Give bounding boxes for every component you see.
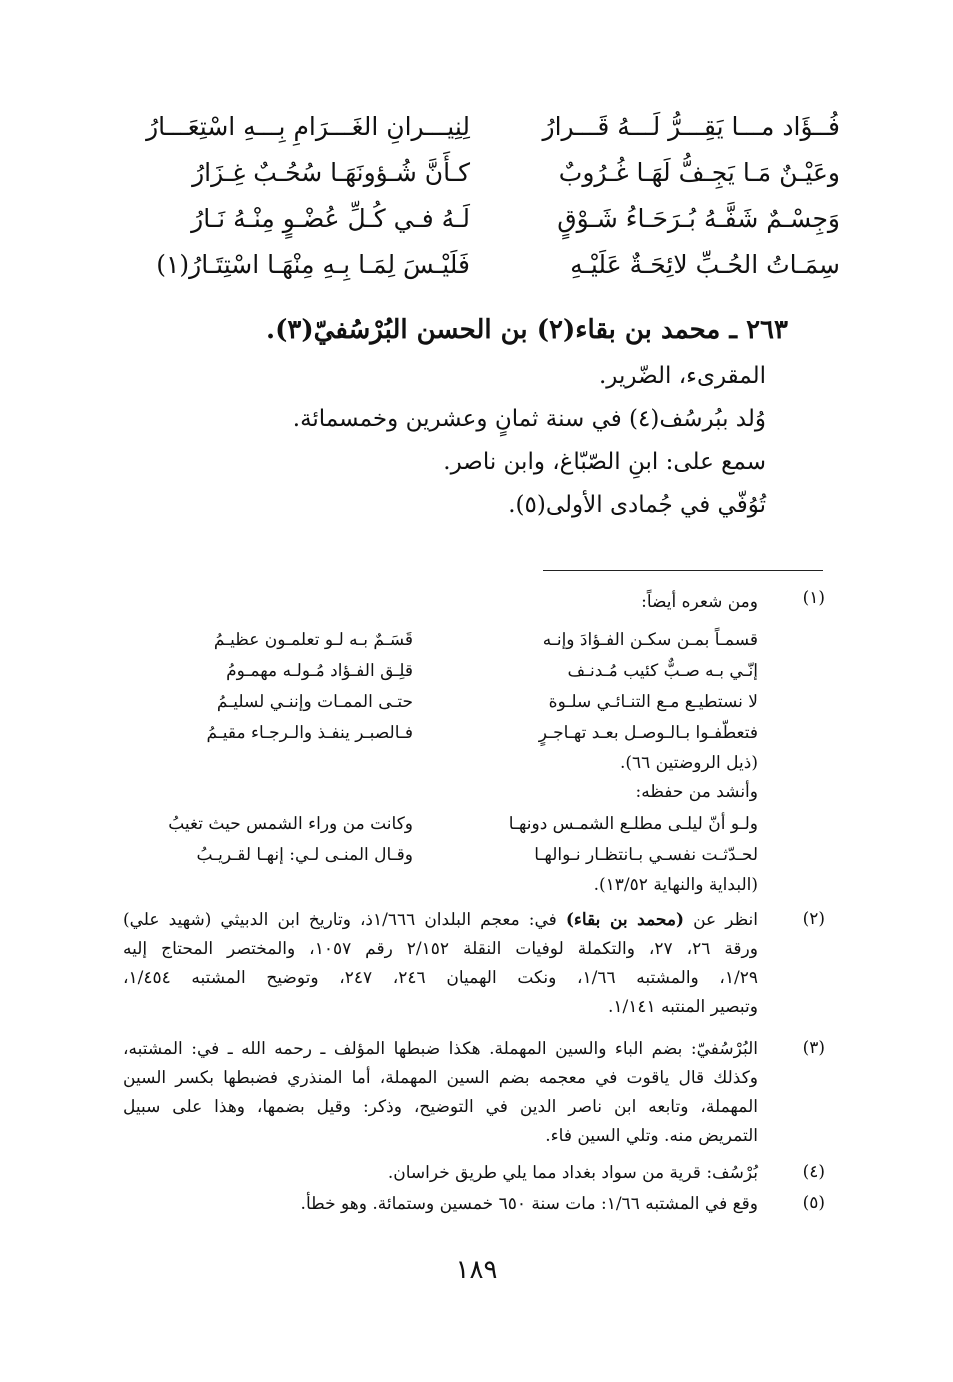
footnote-line: بُرْسُف: قرية من سواد بغداد مما يلي طريق خراسان. bbox=[387, 1163, 758, 1183]
poem-hemistich-right: سِمَـاتُ الحُـبِّ لائِحَـةٌ عَلَيْـهِ bbox=[570, 250, 840, 279]
footnote-line: وقع في المشتبه ١/٦٦: مات سنة ٦٥٠ خمسين وستمائة. وهو خطأ. bbox=[300, 1194, 758, 1214]
footnote-number: (٣) bbox=[802, 1038, 825, 1058]
verse-left: وكانت من وراء الشمس حيث تغيبُ bbox=[168, 814, 413, 834]
entry-title: ٢٦٣ ـ محمد بن بقاء(٢) بن الحسن البُرْسُفيّ(٣). bbox=[266, 315, 788, 345]
page-number: ١٨٩ bbox=[455, 1255, 498, 1285]
footnote-5 bbox=[123, 1190, 823, 1219]
verse-right: فتعطّفـوا بـالـوصـل بعـد تهـاجـرٍ bbox=[538, 723, 758, 743]
verse-right: لا نستطيـع مـع التنـائـي سلـوة bbox=[548, 692, 758, 712]
verse-left: فـالصبـر ينفـذ والـرجـاء مقيـمُ bbox=[206, 723, 413, 743]
verse-right: قسمـاً بمـن سكـن الفـؤادَ وإنـه bbox=[542, 630, 758, 650]
footnote-verse bbox=[123, 840, 823, 871]
footnote-line: وكذلك قال ياقوت في معجمه بضم السين المهملة، أما المنذري فضبطها بكسر السين bbox=[123, 1068, 758, 1088]
poem-verse bbox=[120, 112, 840, 158]
poem-verse bbox=[120, 204, 840, 250]
footnote-verse bbox=[123, 718, 823, 749]
footnote-poem bbox=[123, 625, 823, 749]
verse-left: حتـى الممـات وإننـي لسليـمُ bbox=[216, 692, 413, 712]
poem-verse bbox=[120, 158, 840, 204]
footnote-line: ١/٢٩، والمشتبه ١/٦٦، ونكت الهميان ٢٤٦، ٢٤٧، وتوضيح المشتبه ١/٤٥٤، bbox=[123, 968, 759, 988]
footnote-2 bbox=[123, 906, 823, 1022]
footnote-divider bbox=[543, 570, 823, 571]
poem-hemistich-right: وَجِسْـمٌ شَفَّـهُ بُـرَحَـاءُ شَـوْقٍ bbox=[557, 204, 840, 233]
poem-hemistich-left: لَـهُ فـي كُـلِّ عُضْـوٍ مِنْـهُ نَـارُ bbox=[191, 204, 470, 233]
footnote-line: المهملة، وتابعه ابن ناصر الدين في التوضيح، وذكر: وقيل بضمها، وهذا على سبيل bbox=[123, 1097, 758, 1117]
footnote-verse bbox=[123, 656, 823, 687]
footnote-number: (٢) bbox=[802, 909, 825, 929]
verse-left: وقـال المنـى لـي: إنهـا لقـريـبُ bbox=[196, 845, 413, 865]
footnote-intro: وأنشد من حفظه: bbox=[635, 782, 758, 802]
poem-hemistich-left: فَلَيْـسَ لِمَـا بِـهِ مِنْهَـا اسْتِتَـارُ(١) bbox=[156, 250, 470, 279]
poem-hemistich-left: كـأَنَّ شُـؤونَهَـا سُحُـبٌ غِـزَارُ bbox=[192, 158, 470, 187]
verse-right: لحـدّثـت نفسـي بـانتظـار نـوالهـا bbox=[534, 845, 758, 865]
footnote-1 bbox=[123, 588, 823, 900]
footnote-line: التمريض منه. وتلي السين فاء. bbox=[545, 1126, 758, 1146]
footnote-line: انظر عن (محمد بن بقاء) في: معجم البلدان ١/٦٦٦ذ، وتاريخ ابن الدبيثي (شهيد علي) bbox=[123, 910, 759, 930]
verse-right: ولـو أنّ ليلـى مطلـع الشمـس دونهـا bbox=[508, 814, 758, 834]
verse-left: قَسَـمٌ بـه لـو تعلمـون عظيـمُ bbox=[213, 630, 413, 650]
footnote-number: (٥) bbox=[802, 1193, 825, 1213]
entry-line: تُوُفّي في جُمادى الأولى(٥). bbox=[508, 492, 766, 518]
entry-line: سمع على: ابنِ الصّبّاغ، وابن ناصر. bbox=[443, 449, 766, 475]
poem-hemistich-right: فُــؤَاد مـــا يَقِـــرُّ لَـــهُ قَـــرارُ bbox=[542, 112, 840, 141]
footnote-poem bbox=[123, 809, 823, 871]
footnote-number: (٤) bbox=[802, 1162, 825, 1182]
footnote-line: ورقة ٢٦، ٢٧، والتكملة لوفيات النقلة ٢/١٥٢ رقم ١٠٥٧، والمختصر المحتاج إليه bbox=[123, 939, 758, 959]
footnote-3 bbox=[123, 1035, 823, 1151]
footnote-intro: ومن شعره أيضاً: bbox=[641, 592, 758, 612]
footnote-verse bbox=[123, 625, 823, 656]
footnote-number: (١) bbox=[802, 588, 825, 608]
entry-line: المقرىء، الضّرير. bbox=[598, 363, 766, 389]
footnote-source: (ذيل الروضتين ٦٦). bbox=[619, 753, 758, 773]
footnote-verse bbox=[123, 687, 823, 718]
entry-line: وُلد ببُرسُف(٤) في سنة ثمانٍ وعشرين وخمسمائة. bbox=[292, 406, 766, 432]
biography-entry bbox=[148, 305, 788, 527]
footnote-verse bbox=[123, 809, 823, 840]
verse-right: إنّـي بـه صـبٌّ كئيب مُـدنـف bbox=[567, 661, 758, 681]
footnote-4 bbox=[123, 1159, 823, 1188]
footnote-line: البُرْسُفيّ: بضم الباء والسين المهملة. هكذا ضبطها المؤلف ـ رحمه الله ـ في: المشتبه، bbox=[123, 1039, 758, 1059]
poem-hemistich-right: وعَيْـنٌ مَـا يَجِـفُّ لَهَـا غُـرُوبٌ bbox=[558, 158, 840, 187]
footnote-source: (البداية والنهاية ١٣/٥٢). bbox=[593, 875, 758, 895]
poem-block bbox=[120, 112, 840, 296]
verse-left: قلِـق الفـؤاد مُـولـه مهمـومُ bbox=[226, 661, 413, 681]
poem-verse bbox=[120, 250, 840, 296]
footnote-line: وتبصير المنتبه ١/١٤١. bbox=[607, 997, 758, 1017]
poem-hemistich-left: لِنِيـــرانِ الغَـــرَامِ بِـــهِ اسْتِعَـــارُ bbox=[146, 112, 470, 141]
